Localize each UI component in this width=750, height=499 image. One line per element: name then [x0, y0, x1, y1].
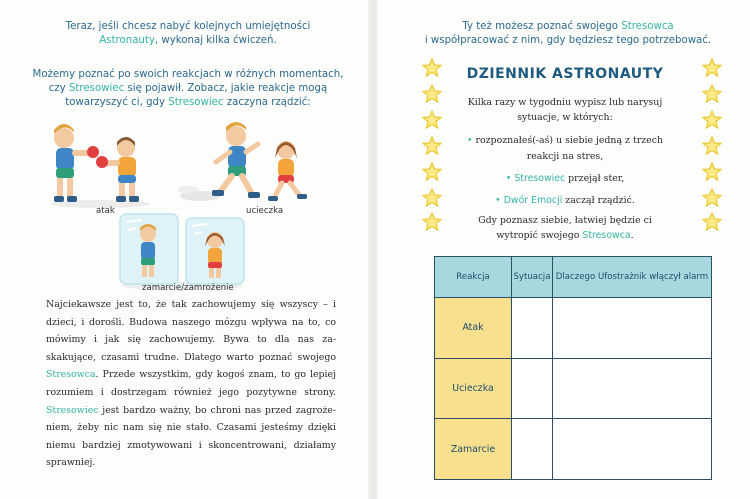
body-part-3: jest bardzo ważny, bo chroni nas przed zagroże-niem, żeby nic nam się nie stało. Czasami jesteśmy dzięki niemu bardziej zmotywowani i skoncentrowani, działamy sprawniej.	[46, 404, 336, 469]
closing-line1: Gdy poznasz siebie, łatwiej będzie ci	[478, 215, 652, 226]
row-freeze: Zamarcie	[435, 419, 512, 480]
table-row	[435, 358, 712, 419]
star-icon	[702, 58, 722, 78]
cell-why-freeze[interactable]	[552, 419, 711, 480]
caption-freeze: zamarcie/zamrożenie	[142, 283, 234, 293]
star-icon	[702, 110, 722, 130]
body-part-1: Najciekawsze jest to, że tak zachowujemy się wszyscy – i dzieci, i dorośli. Budowa naszego mózgu wpływa na to, co mówimy i jak się zachowujemy. Bywa to dla nas za-skakujące, czasami trudne. Dlatego warto poznać swojego	[46, 299, 336, 363]
body-highlight-2: Stresowiec	[46, 404, 99, 416]
body-paragraph	[46, 296, 336, 472]
header-reaction: Reakcja	[435, 257, 512, 298]
left-intro	[40, 20, 336, 48]
diary-title: DZIENNIK ASTRONAUTY	[466, 66, 664, 82]
body-part-2: . Przede wszystkim, gdy kogoś znam, to go lepiej rozumiem i dostrzegam również jego pozytywne strony.	[46, 369, 336, 398]
table-header-row	[435, 257, 712, 298]
right-intro-line1a: Ty też możesz poznać swojego	[462, 21, 622, 32]
bullet-3	[438, 194, 692, 208]
bullet-dot: •	[495, 195, 501, 206]
cell-situation-freeze[interactable]	[512, 419, 553, 480]
cell-why-escape[interactable]	[552, 358, 711, 419]
body-highlight-1: Stresowca	[46, 369, 96, 381]
instruction-line1: Kilka razy w tygodniu wypisz lub narysuj	[467, 97, 663, 108]
right-page	[378, 0, 750, 499]
instruction-line2: sytuacje, w których:	[517, 112, 613, 123]
bullet-2-text: przejął ster,	[565, 173, 625, 184]
closing-line2	[438, 229, 692, 243]
left-intro-line2: , wykonaj kilka ćwiczeń.	[154, 35, 277, 46]
star-icon	[702, 136, 722, 156]
caption-attack: atak	[96, 206, 115, 216]
cell-situation-escape[interactable]	[512, 358, 553, 419]
left-page	[0, 0, 372, 499]
reactions-line2a: czy	[48, 83, 69, 94]
bullet-3-text: zaczął rządzić.	[562, 195, 635, 206]
freeze-illustration	[112, 208, 252, 290]
star-icon	[702, 188, 722, 208]
right-intro	[418, 20, 718, 48]
bullet-3-highlight: Dwór Emocji	[503, 195, 563, 206]
stresowiec-highlight-2: Stresowiec	[168, 97, 224, 108]
bullet-2-highlight: Stresowiec	[514, 173, 566, 184]
astronaut-highlight: Astronauty	[99, 35, 155, 46]
table-row	[435, 298, 712, 359]
star-icon	[702, 162, 722, 182]
stresowca-highlight: Stresowca	[621, 21, 674, 32]
bullet-1-cont: reakcji na stres,	[526, 151, 604, 162]
closing-line2a: wytropić swojego	[496, 230, 583, 241]
closing-line2b: .	[630, 230, 634, 241]
closing-highlight: Stresowca	[582, 230, 631, 241]
attack-illustration	[40, 120, 160, 210]
reactions-line3a: towarzyszyć ci, gdy	[65, 97, 169, 108]
journal-table	[434, 256, 712, 480]
caption-escape: ucieczka	[246, 206, 284, 216]
header-why-alarm: Dlaczego Ufostrażnik włączył alarm	[552, 257, 711, 298]
stresowiec-highlight: Stresowiec	[68, 83, 125, 94]
reactions-line3b: zaczyna rządzić:	[223, 97, 311, 108]
bullet-2	[438, 172, 692, 186]
bullet-dot: •	[505, 173, 512, 184]
bullet-1-text: rozpoznałeś(-aś) u siebie jedną z trzech	[475, 135, 663, 146]
left-intro-reactions	[30, 68, 346, 110]
row-escape: Ucieczka	[435, 358, 512, 419]
star-icon	[702, 84, 722, 104]
bullet-dot: •	[467, 135, 473, 146]
row-attack: Atak	[435, 298, 512, 359]
star-icon	[702, 212, 722, 232]
cell-situation-attack[interactable]	[512, 298, 553, 359]
bullet-1	[438, 134, 692, 148]
right-intro-line2: i współpracować z nim, gdy będziesz tego potrzebować.	[424, 35, 712, 46]
cell-why-attack[interactable]	[552, 298, 711, 359]
header-situation: Sytuacja	[512, 257, 553, 298]
reactions-line2b: się pojawił. Zobacz, jakie reakcje mogą	[124, 83, 328, 94]
escape-illustration	[176, 118, 316, 208]
reactions-line1: Możemy poznać po swoich reakcjach w różnych momentach,	[32, 69, 344, 80]
table-row	[435, 419, 712, 480]
left-intro-line1: Teraz, jeśli chcesz nabyć kolejnych umiejętności	[65, 21, 311, 32]
